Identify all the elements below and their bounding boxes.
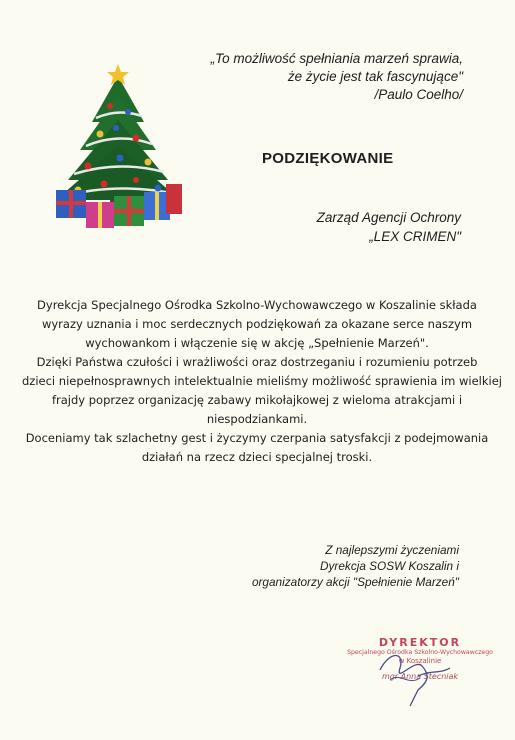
body-line: Dyrekcja Specjalnego Ośrodka Szkolno-Wychowawczego w Koszalinie składa (37, 298, 477, 312)
stamp-town: w Koszalinie (398, 657, 442, 665)
letter-body (22, 296, 502, 467)
quote-block (163, 50, 463, 104)
body-line: niespodziankami. (206, 412, 308, 426)
body-line: działań na rzecz dzieci specjalnej troski. (141, 450, 373, 464)
stamp-name: mgr Anna Stecniak (381, 672, 459, 681)
closing-line: organizatorzy akcji "Spełnienie Marzeń" (251, 575, 459, 589)
quote-author: /Paulo Coelho/ (374, 87, 463, 102)
quote-line: że życie jest tak fascynujące" (287, 69, 463, 84)
stamp-institution: Specjalnego Ośrodka Szkolno-Wychowawczego (347, 649, 493, 656)
body-line: wyrazy uznania i moc serdecznych podziękowań za okazane serce naszym (41, 317, 473, 331)
closing-line: Z najlepszymi życzeniami (325, 543, 459, 557)
recipient-line: Zarząd Agencji Ochrony (316, 210, 461, 225)
recipient-line: „LEX CRIMEN" (369, 229, 461, 244)
stamp-title: DYREKTOR (378, 636, 462, 649)
quote-line: „To możliwość spełniania marzeń sprawia, (210, 51, 463, 66)
body-line: dzieci niepełnosprawnych intelektualnie mieliśmy możliwość sprawienia im wielkiej (22, 374, 502, 388)
body-line: Doceniamy tak szlachetny gest i życzymy czerpania satysfakcji z podejmowania (25, 431, 489, 445)
body-line: frajdy poprzez organizację zabawy mikołajkowej z wieloma atrakcjami i (51, 393, 463, 407)
recipient-block (317, 208, 461, 246)
director-stamp (345, 636, 495, 708)
closing-block (252, 542, 459, 590)
body-line: wychowankom i włączenie się w akcję „Spełnienie Marzeń". (85, 336, 429, 350)
closing-line: Dyrekcja SOSW Koszalin i (320, 559, 459, 573)
body-line: Dzięki Państwa czułości i wrażliwości oraz dostrzeganiu i rozumieniu potrzeb (36, 355, 478, 369)
page-title: PODZIĘKOWANIE (262, 150, 394, 167)
